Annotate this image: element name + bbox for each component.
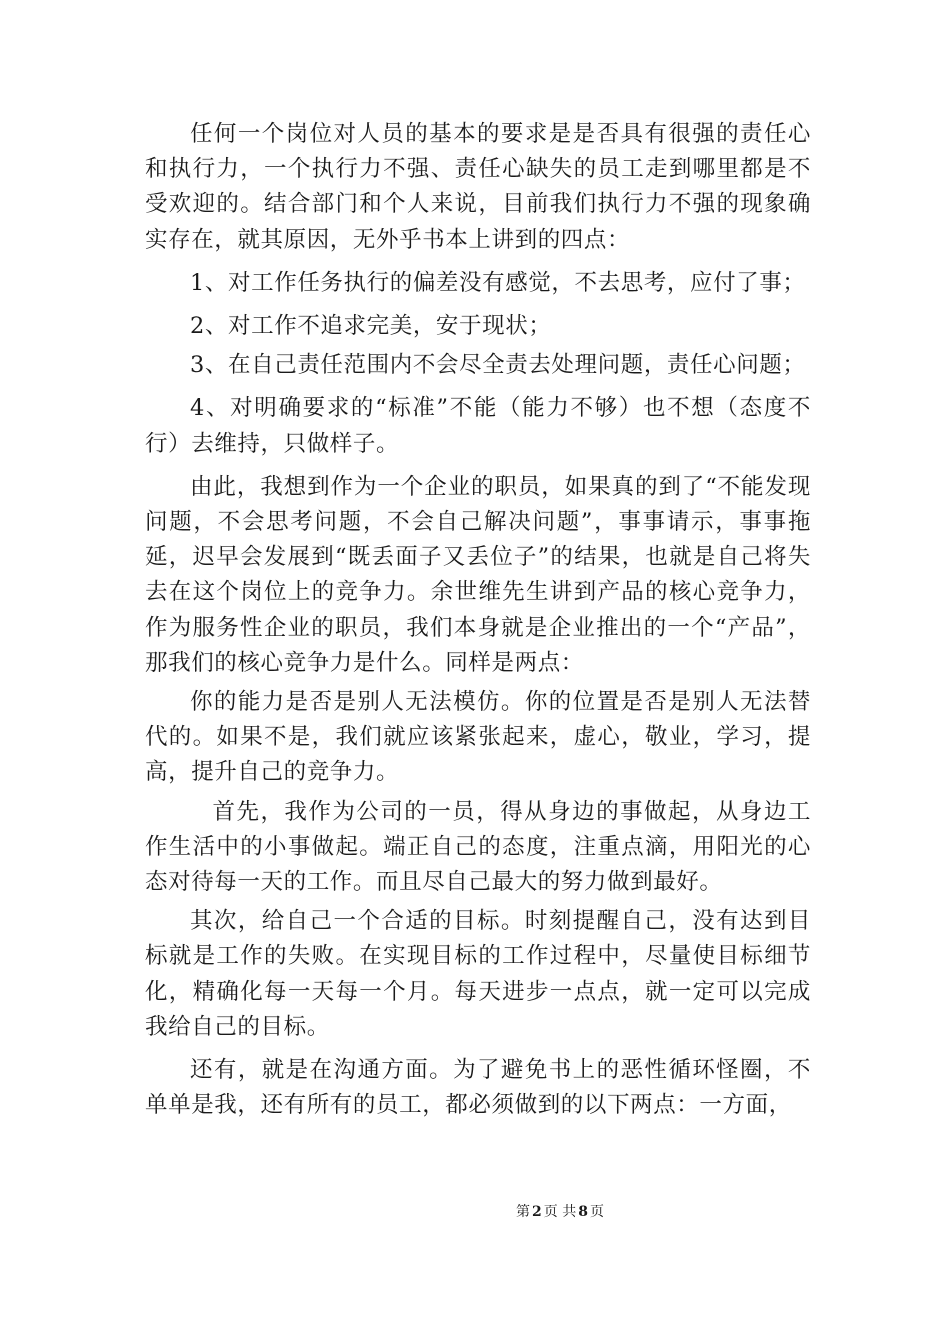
footer-prefix: 第: [516, 1204, 531, 1220]
paragraph-point-1: 1、对工作任务执行的偏差没有感觉，不去思考，应付了事；: [190, 269, 806, 296]
paragraph-second: 其次，给自己一个合适的目标。时刻提醒自己，没有达到目标就是工作的失败。在实现目标的工作过程中，尽量使目标细节化，精确化每一天每一个月。每天进步一点点，就一定可以完成我给自己的目标。: [145, 908, 811, 1040]
document-body: [145, 117, 811, 1123]
footer-middle: 页 共: [543, 1204, 577, 1220]
paragraph-point-2: 2、对工作不追求完美，安于现状；: [190, 313, 552, 340]
paragraph-reflection: 由此，我想到作为一个企业的职员，如果真的到了“不能发现问题，不会思考问题，不会自己解决问题”，事事请示，事事拖延，迟早会发展到“既丢面子又丢位子”的结果，也就是自己将失去在这个岗位上的竞争力。余世维先生讲到产品的核心竞争力，作为服务性企业的职员，我们本身就是企业推出的一个“产品”，那我们的核心竞争力是什么。同样是两点：: [145, 473, 811, 676]
footer-page-number: 2: [532, 1204, 542, 1220]
page-footer: [0, 1201, 950, 1221]
footer-suffix: 页: [589, 1204, 604, 1220]
footer-total-pages: 8: [578, 1204, 588, 1220]
paragraph-communication: 还有，就是在沟通方面。为了避免书上的恶性循环怪圈，不单单是我，还有所有的员工，都必须做到的以下两点：一方面，: [145, 1057, 811, 1119]
paragraph-competitiveness: 你的能力是否是别人无法模仿。你的位置是否是别人无法替代的。如果不是，我们就应该紧张起来，虚心，敬业，学习，提高，提升自己的竞争力。: [145, 689, 811, 786]
paragraph-intro: 任何一个岗位对人员的基本的要求是是否具有很强的责任心和执行力，一个执行力不强、责任心缺失的员工走到哪里都是不受欢迎的。结合部门和个人来说，目前我们执行力不强的现象确实存在，就其原因，无外乎书本上讲到的四点：: [145, 121, 811, 253]
paragraph-first: 首先，我作为公司的一员，得从身边的事做起，从身边工作生活中的小事做起。端正自己的态度，注重点滴，用阳光的心态对待每一天的工作。而且尽自己最大的努力做到最好。: [145, 798, 811, 896]
paragraph-point-3: 3、在自己责任范围内不会尽全责去处理问题，责任心问题；: [190, 352, 806, 379]
paragraph-point-4: 4、对明确要求的“标准”不能（能力不够）也不想（态度不行）去维持，只做样子。: [145, 395, 811, 457]
